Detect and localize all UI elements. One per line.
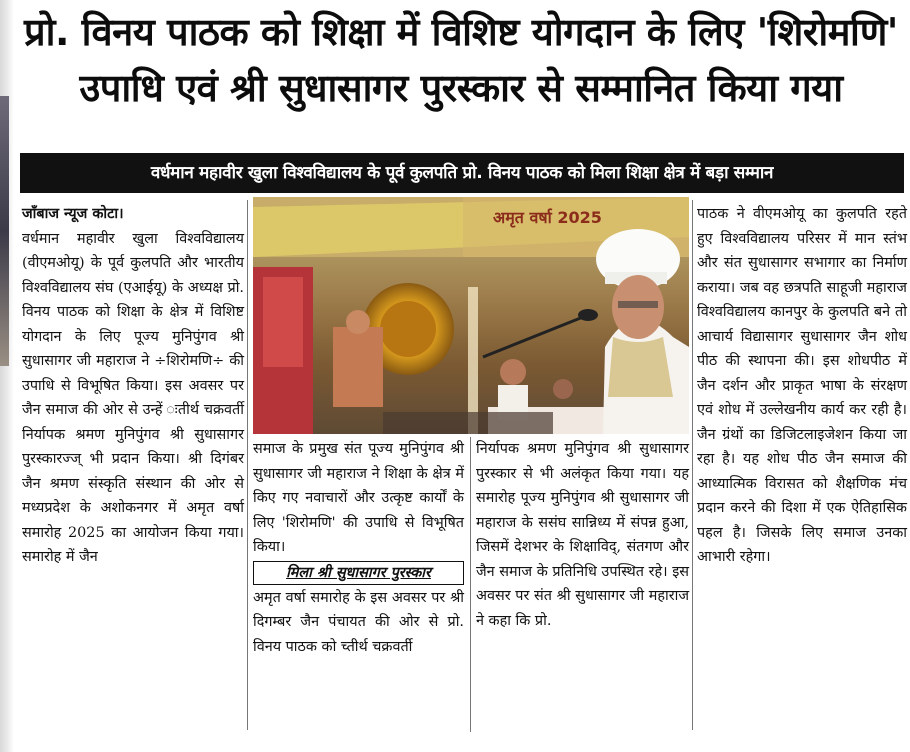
column-3-text: निर्यापक श्रमण मुनिपुंगव श्री सुधासागर पुरस्कार से भी अलंकृत किया गया। यह समारोह पूज्य मुनिपुंगव श्री सुधासागर जी महाराज के ससंघ सान्निध्य में संपन्न हुआ, जिसमें देशभर के शिक्षाविद्, संतगण और जैन समाज के प्रतिनिधि उपस्थित रहे। इस अवसर पर संत श्री सुधासागर जी महाराज ने कहा कि प्रो. (476, 441, 689, 629)
headline-line-1: प्रो. विनय पाठक को शिक्षा में विशिष्ट योगदान के लिए 'शिरोमणि' (24, 10, 898, 54)
article-column-2 (253, 437, 464, 659)
column-divider-1 (247, 200, 248, 730)
column-4-text: पाठक ने वीएमओयू का कुलपति रहते हुए विश्वविद्यालय परिसर में मान स्तंभ और संत सुधासागर सभागार का निर्माण कराया। जब वह छत्रपति साहूजी महाराज विश्वविद्यालय कानपुर के कुलपति बने तो आचार्य विद्यासागर सुधासागर जैन शोध पीठ की स्थापना की। इस शोधपीठ में जैन दर्शन और प्राकृत भाषा के संरक्षण एवं शोध में उल्लेखनीय कार्य कर रही है। जैन ग्रंथों का डिजिटलाइजेशन किया जा रहा है। यह शोध पीठ जैन समाज की आध्यात्मिक विरासत को शैक्षणिक मंच प्रदान करने की दिशा में एक ऐतिहासिक पहल है। जिसके लिए समाज उनका आभारी रहेगा। (697, 206, 907, 565)
column-divider-2 (470, 437, 471, 732)
headline (18, 4, 904, 116)
headline-line-2: उपाधि एवं श्री सुधासागर पुरस्कार से सम्मानित किया गया (79, 66, 843, 110)
dateline: जाँबाज न्यूज कोटा। (22, 205, 124, 222)
article-column-1 (22, 202, 244, 570)
stage-banner-text: अमृत वर्षा 2025 (493, 208, 602, 227)
subheading-box: मिला श्री सुधासागर पुरस्कार (253, 561, 464, 585)
news-photo (253, 197, 689, 434)
column-1-text: वर्धमान महावीर खुला विश्वविद्यालय (वीएमओयू) के पूर्व कुलपति और भारतीय विश्वविद्यालय संघ (एआईयू) के अध्यक्ष प्रो. विनय पाठक को शिक्षा के क्षेत्र में विशिष्ट योगदान के लिए पूज्य मुनिपुंगव श्री सुधासागर जी महाराज ने ÷शिरोमणि÷ की उपाधि से विभूषित किया। इस अवसर पर जैन समाज की ओर से उन्हें ःतीर्थ चक्रवर्ती निर्यापक श्रमण मुनिपुंगव श्री सुधासागर पुरस्कारज्ज् भी प्रदान किया। श्री दिगंबर जैन श्रमण संस्कृति संस्थान की ओर से मध्यप्रदेश के अशोकनगर में अमृत वर्षा समारोह 2025 का आयोजन किया गया। समारोह में जैन (22, 230, 244, 565)
subheadline-bar: वर्धमान महावीर खुला विश्वविद्यालय के पूर्व कुलपति प्रो. विनय पाठक को मिला शिक्षा क्षेत्र में बड़ा सम्मान (20, 153, 904, 193)
page-edge-shadow (0, 96, 9, 366)
article-column-3 (476, 437, 689, 633)
column-2-text-a: समाज के प्रमुख संत पूज्य मुनिपुंगव श्री सुधासागर जी महाराज ने शिक्षा के क्षेत्र में किए गए नवाचारों और उत्कृष्ट कार्यों के लिए 'शिरोमणि' की उपाधि से विभूषित किया। (253, 441, 464, 555)
page-edge-strip (0, 0, 14, 752)
news-photo-illustration (253, 197, 689, 434)
column-divider-3 (692, 200, 693, 730)
article-column-4 (697, 202, 907, 570)
column-2-text-b: अमृत वर्षा समारोह के इस अवसर पर श्री दिगम्बर जैन पंचायत की ओर से प्रो. विनय पाठक को च्तीर्थ चक्रवर्ती (253, 589, 464, 655)
